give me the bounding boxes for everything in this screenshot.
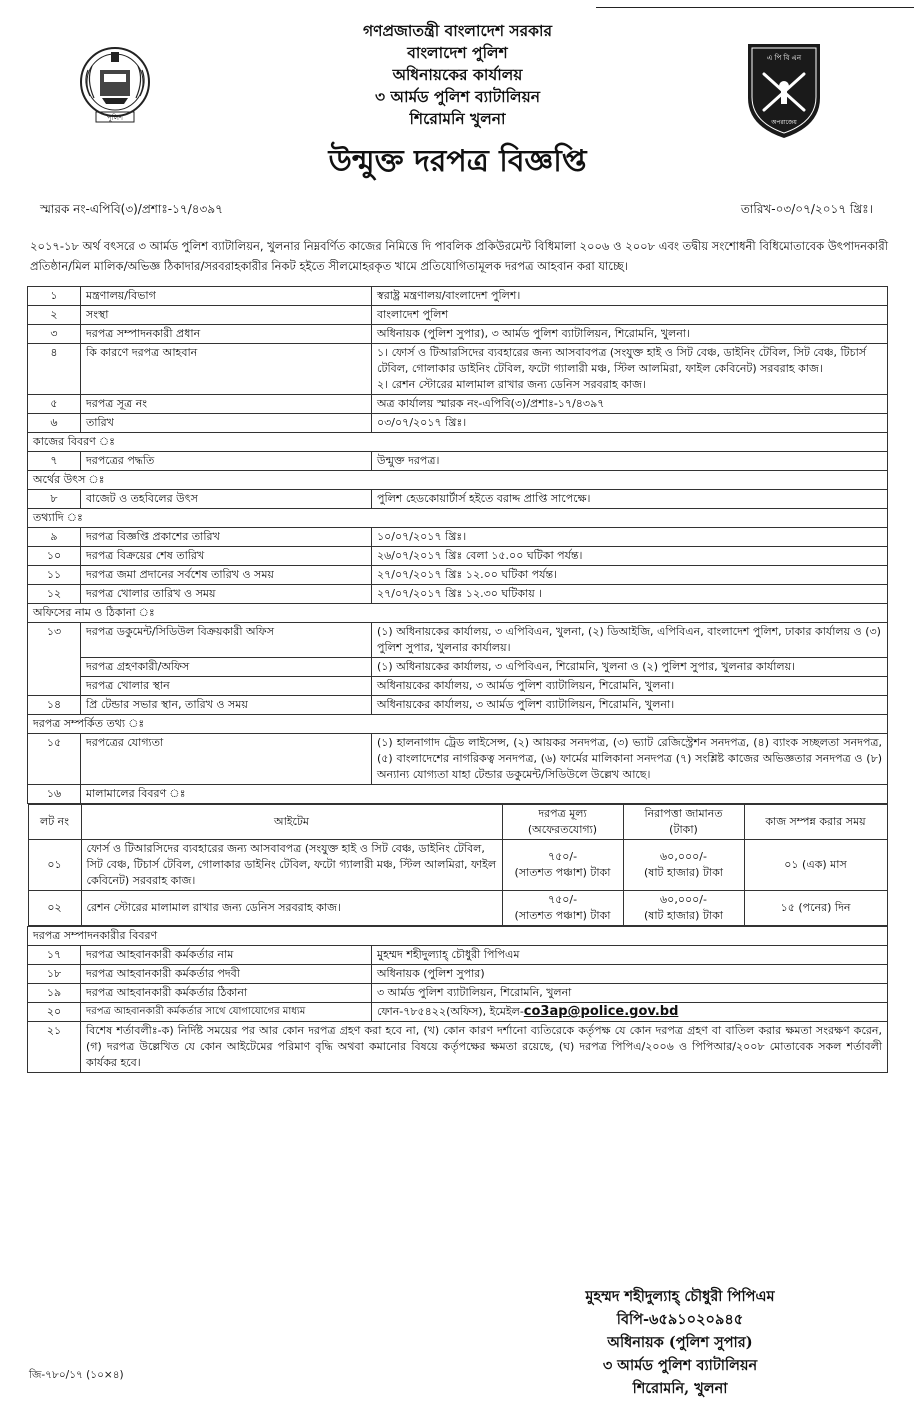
column-header: নিরাপত্তা জামানত (টাকা) — [623, 805, 744, 840]
table-row — [28, 490, 888, 509]
row-label: দরপত্র আহবানকারী কর্মকর্তার ঠিকানা — [81, 984, 372, 1003]
row-value: অধিনায়ক (পুলিশ সুপার) — [372, 965, 888, 984]
items-header-row — [28, 805, 887, 840]
section-heading: দরপত্র সম্পর্কিত তথ্য ঃ — [28, 715, 888, 734]
row-number: ৬ — [28, 414, 81, 433]
table-row — [28, 965, 888, 984]
row-label: দরপত্র জমা প্রদানের সর্বশেষ তারিখ ও সময় — [81, 566, 372, 585]
table-row — [28, 840, 887, 891]
row-value: ২৭/০৭/২০১৭ খ্রিঃ ১২.০০ ঘটিকা পর্যন্ত। — [372, 566, 888, 585]
row-number: ২০ — [28, 1003, 81, 1022]
item-description: ফোর্স ও টিআরসিদের ব্যবহারের জন্য আসবাবপত্র (সংযুক্ত হাই ও সিট বেঞ্চ, ডাইনিং টেবিল, সিট বেঞ্চ, টিচার্স টেবিল, গোলাকার ডাইনিং টেবিল, ফটো গ্যালারী মঞ্চ, স্টিল আলমিরা, ফাইল কেবিনেট) সরবরাহ কাজ। — [81, 840, 502, 891]
section-heading: দরপত্র সম্পাদনকারীর বিবরণ — [28, 927, 888, 946]
row-value: ২৭/০৭/২০১৭ খ্রিঃ ১২.৩০ ঘটিকায় । — [372, 585, 888, 604]
row-label: দরপত্র গ্রহণকারী/অফিস — [81, 658, 372, 677]
row-number: ২১ — [28, 1022, 81, 1073]
row-label: দরপত্র খোলার স্থান — [81, 677, 372, 696]
table-row — [28, 623, 888, 658]
row-value: ১০/০৭/২০১৭ খ্রিঃ। — [372, 528, 888, 547]
row-value: অধিনায়ক (পুলিশ সুপার), ৩ আর্মড পুলিশ ব্যাটালিয়ন, শিরোমনি, খুলনা। — [372, 325, 888, 344]
row-number: ৪ — [28, 344, 81, 395]
notice-date: তারিখ-০৩/০৭/২০১৭ খ্রিঃ। — [740, 202, 873, 216]
security-deposit — [623, 891, 744, 926]
signatory-name: মুহম্মদ শহীদুল্যাহ্ চৌধুরী পিপিএম — [585, 1288, 775, 1305]
row-label: দরপত্র সূত্র নং — [81, 395, 372, 414]
row-label: বাজেট ও তহবিলের উৎস — [81, 490, 372, 509]
security-value: ৬০,০০০/- — [660, 893, 707, 906]
table-row — [28, 785, 888, 804]
row-label: দরপত্র আহবানকারী কর্মকর্তার নাম — [81, 946, 372, 965]
section-row — [28, 927, 888, 946]
completion-time: ১৫ (পনের) দিন — [744, 891, 887, 926]
table-row — [28, 452, 888, 471]
lot-number: ০২ — [28, 891, 81, 926]
row-number: ১৮ — [28, 965, 81, 984]
section-row — [28, 509, 888, 528]
section-row — [28, 604, 888, 623]
row-value: ৩ আর্মড পুলিশ ব্যাটালিয়ন, শিরোমনি, খুলনা — [372, 984, 888, 1003]
row-number: ১৩ — [28, 623, 81, 696]
table-row — [28, 1003, 888, 1022]
table-row — [28, 658, 888, 677]
row-number: ৮ — [28, 490, 81, 509]
row-number: ৭ — [28, 452, 81, 471]
table-row — [28, 1022, 888, 1073]
header-line-office: অধিনায়কের কার্যালয় — [392, 65, 523, 84]
row-label: দরপত্রের যোগ্যতা — [81, 734, 372, 785]
table-row — [28, 306, 888, 325]
row-label: সংস্থা — [81, 306, 372, 325]
row-number: ১৭ — [28, 946, 81, 965]
row-label: দরপত্র সম্পাদনকারী প্রধান — [81, 325, 372, 344]
row-value — [372, 344, 888, 395]
header-line-government: গণপ্রজাতন্ত্রী বাংলাদেশ সরকার — [362, 21, 553, 40]
security-deposit — [623, 840, 744, 891]
completion-time: ০১ (এক) মাস — [744, 840, 887, 891]
svg-text:পুলিশ: পুলিশ — [106, 114, 124, 122]
row-label: মন্ত্রণালয়/বিভাগ — [81, 287, 372, 306]
tender-price — [502, 891, 623, 926]
row-value: ২৬/০৭/২০১৭ খ্রিঃ বেলা ১৫.০০ ঘটিকা পর্যন্ত। — [372, 547, 888, 566]
table-row — [28, 984, 888, 1003]
column-header: আইটেম — [81, 805, 502, 840]
row-number: ১৬ — [28, 785, 81, 804]
section-row — [28, 715, 888, 734]
row-number: ৯ — [28, 528, 81, 547]
table-row — [28, 566, 888, 585]
tender-details-table — [27, 286, 888, 1073]
row-value: ০৩/০৭/২০১৭ খ্রিঃ। — [372, 414, 888, 433]
signature-block — [500, 1285, 860, 1400]
svg-text:এ পি বি এন: এ পি বি এন — [766, 54, 802, 62]
intro-paragraph: ২০১৭-১৮ অর্থ বৎসরে ৩ আর্মড পুলিশ ব্যাটালিয়ন, খুলনার নিম্নবর্ণিত কাজের নিমিত্তে দি পাবলিক প্রকিউরমেন্ট বিধিমালা ২০০৬ ও ২০০৮ এবং তদ্বীয় সংশোধনী বিধিমোতাবেক উৎপাদনকারী প্রতিষ্ঠান/মিল মালিক/অভিজ্ঞ ঠিকাদার/সরবরাহকারীর নিকট হইতে সীলমোহরকৃত খামে প্রতিযোগিতামূলক দরপত্র আহবান করা যাচ্ছে। — [30, 239, 888, 273]
special-conditions: বিশেষ শর্তাবলীঃ-ক) নির্দিষ্ট সময়ের পর আর কোন দরপত্র গ্রহণ করা হবে না, (খ) কোন কারণ দর্শানো ব্যতিরেকে কর্তৃপক্ষ যে কোন দরপত্র গ্রহণ বা বাতিল করার ক্ষমতা সংরক্ষণ করেন, (গ) দরপত্র উল্লেখিত যে কোন আইটেমের পরিমাণ বৃদ্ধি অথবা কমানোর বিষয়ে কর্তৃপক্ষের ক্ষমতা রয়েছে, (ঘ) দরপত্র পিপিএ/২০০৬ ও পিপিআর/২০০৮ মোতাবেক সকল শর্তাবলী কার্যকর হবে। — [81, 1022, 888, 1073]
row-value: উন্মুক্ত দরপত্র। — [372, 452, 888, 471]
row-number: ১০ — [28, 547, 81, 566]
section-heading: অফিসের নাম ও ঠিকানা ঃ — [28, 604, 888, 623]
section-heading: তথ্যাদি ঃ — [28, 509, 888, 528]
row-value: অধিনায়কের কার্যালয়, ৩ আর্মড পুলিশ ব্যাটালিয়ন, শিরোমনি, খুলনা। — [372, 696, 888, 715]
section-row — [28, 471, 888, 490]
price-value: ৭৫০/- — [547, 850, 578, 863]
row-number: ১৪ — [28, 696, 81, 715]
header-line-battalion: ৩ আর্মড পুলিশ ব্যাটালিয়ন — [375, 87, 540, 106]
row-label: প্রি টেন্ডার সভার স্থান, তারিখ ও সময় — [81, 696, 372, 715]
row-number: ১৯ — [28, 984, 81, 1003]
table-row — [28, 528, 888, 547]
column-header: দরপত্র মূল্য (অফেরতযোগ্য) — [502, 805, 623, 840]
svg-text:অপরাজেয়: অপরাজেয় — [771, 119, 797, 126]
row-label: দরপত্র আহবানকারী কর্মকর্তার সাথে যোগাযোগের মাধ্যম — [81, 1003, 372, 1022]
row-value: অত্র কার্যালয় স্মারক নং-এপিবি(৩)/প্রশাঃ-১৭/৪৩৯৭ — [372, 395, 888, 414]
security-words: (ষাট হাজার) টাকা — [644, 866, 723, 879]
table-row — [28, 585, 888, 604]
table-row — [28, 395, 888, 414]
row-value: পুলিশ হেডকোয়ার্টার্স হইতে বরাদ্দ প্রাপ্তি সাপেক্ষে। — [372, 490, 888, 509]
row-label: দরপত্র খোলার তারিখ ও সময় — [81, 585, 372, 604]
header-line-location: শিরোমনি খুলনা — [409, 109, 506, 128]
column-header: কাজ সম্পন্ন করার সময় — [744, 805, 887, 840]
price-value: ৭৫০/- — [547, 893, 578, 906]
row-value — [372, 1003, 888, 1022]
row-value: স্বরাষ্ট্র মন্ত্রণালয়/বাংলাদেশ পুলিশ। — [372, 287, 888, 306]
row-label: দরপত্রের পদ্ধতি — [81, 452, 372, 471]
signatory-location: শিরোমনি, খুলনা — [632, 1380, 728, 1397]
items-table — [28, 804, 888, 926]
row-label: দরপত্র ডকুমেন্ট/সিডিউল বিক্রয়কারী অফিস — [81, 623, 372, 658]
items-table-row — [28, 804, 888, 927]
memo-number: স্মারক নং-এপিবি(৩)/প্রশাঃ-১৭/৪৩৯৭ — [40, 202, 223, 216]
row-value: (১) অধিনায়কের কার্যালয়, ৩ এপিবিএন, খুলনা, (২) ডিআইজি, এপিবিএন, বাংলাদেশ পুলিশ, ঢাকার কার্যালয় ও (৩) পুলিশ সুপার, খুলনার কার্যালয়। — [372, 623, 888, 658]
table-row — [28, 325, 888, 344]
row-label: তারিখ — [81, 414, 372, 433]
row-label: কি কারণে দরপত্র আহবান — [81, 344, 372, 395]
contact-phone: ফোন-৭৮৫৪২২(অফিস), ইমেইল- — [377, 1005, 524, 1018]
tender-price — [502, 840, 623, 891]
contact-email-link[interactable]: co3ap@police.gov.bd — [523, 1004, 679, 1019]
row-number: ১ — [28, 287, 81, 306]
price-words: (সাতশত পঞ্চাশ) টাকা — [514, 909, 611, 922]
row-label: মালামালের বিবরণ ঃ — [81, 785, 888, 804]
row-label: দরপত্র বিজ্ঞপ্তি প্রকাশের তারিখ — [81, 528, 372, 547]
letterhead — [0, 20, 915, 130]
security-value: ৬০,০০০/- — [660, 850, 707, 863]
lot-number: ০১ — [28, 840, 81, 891]
table-row — [28, 696, 888, 715]
table-row — [28, 946, 888, 965]
table-row — [28, 287, 888, 306]
table-row — [28, 677, 888, 696]
purpose-item-2: ২। রেশন স্টোরের মালামাল রাখার জন্য ডেনিস সরবরাহ কাজ। — [377, 378, 646, 391]
row-value: (১) অধিনায়কের কার্যালয়, ৩ এপিবিএন, শিরোমনি, খুলনা ও (২) পুলিশ সুপার, খুলনার কার্যালয়। — [372, 658, 888, 677]
row-number: ২ — [28, 306, 81, 325]
top-rule — [596, 0, 914, 8]
table-row — [28, 734, 888, 785]
signatory-unit: ৩ আর্মড পুলিশ ব্যাটালিয়ন — [602, 1357, 758, 1374]
row-value: অধিনায়কের কার্যালয়, ৩ আর্মড পুলিশ ব্যাটালিয়ন, শিরোমনি, খুলনা। — [372, 677, 888, 696]
table-row — [28, 344, 888, 395]
price-words: (সাতশত পঞ্চাশ) টাকা — [514, 866, 611, 879]
table-row — [28, 547, 888, 566]
signatory-bp-number: বিপি-৬৫৯১০২০৯৪৫ — [616, 1311, 744, 1328]
row-number: ৩ — [28, 325, 81, 344]
item-description: রেশন স্টোরের মালামাল রাখার জন্য ডেনিস সরবরাহ কাজ। — [81, 891, 502, 926]
section-heading: কাজের বিবরণ ঃ — [28, 433, 888, 452]
security-words: (ষাট হাজার) টাকা — [644, 909, 723, 922]
row-label: দরপত্র বিক্রয়ের শেষ তারিখ — [81, 547, 372, 566]
row-label: দরপত্র আহবানকারী কর্মকর্তার পদবী — [81, 965, 372, 984]
section-row — [28, 433, 888, 452]
purpose-item-1: ১। ফোর্স ও টিআরসিদের ব্যবহারের জন্য আসবাবপত্র (সংযুক্ত হাই ও সিট বেঞ্চ, ডাইনিং টেবিল, সিট বেঞ্চ, টিচার্স টেবিল, গোলাকার ডাইনিং টেবিল, ফটো গ্যালারী মঞ্চ, স্টিল আলমিরা, ফাইল কেবিনেট) সরবরাহ কাজ। — [377, 346, 867, 375]
row-number: ১৫ — [28, 734, 81, 785]
row-number: ১১ — [28, 566, 81, 585]
row-number: ৫ — [28, 395, 81, 414]
row-value: (১) হালনাগাদ ট্রেড লাইসেন্স, (২) আয়কর সনদপত্র, (৩) ভ্যাট রেজিস্ট্রেশন সনদপত্র, (৪) ব্যাংক সচ্ছলতা সনদপত্র, (৫) বাংলাদেশের নাগরিকত্ব সনদপত্র, (৬) ফার্মের মালিকানা সনদপত্র (৭) সংশ্লিষ্ট কাজের অভিজ্ঞতার সনদপত্র ও (৮) অন্যান্য যোগ্যতা যাহা টেন্ডার ডকুমেন্ট/সিডিউলে উল্লেখ আছে। — [372, 734, 888, 785]
table-row — [28, 891, 887, 926]
column-header: লট নং — [28, 805, 81, 840]
footer-code: জি-৭৮০/১৭ (১০×৪) — [29, 1369, 124, 1381]
row-value: মুহম্মদ শহীদুল্যাহ্ চৌধুরী পিপিএম — [372, 946, 888, 965]
table-row — [28, 414, 888, 433]
header-line-police: বাংলাদেশ পুলিশ — [407, 43, 508, 62]
section-heading: অর্থের উৎস ঃ — [28, 471, 888, 490]
signatory-designation: অধিনায়ক (পুলিশ সুপার) — [607, 1334, 753, 1351]
row-number: ১২ — [28, 585, 81, 604]
page-title: উন্মুক্ত দরপত্র বিজ্ঞপ্তি — [328, 144, 587, 179]
row-value: বাংলাদেশ পুলিশ — [372, 306, 888, 325]
